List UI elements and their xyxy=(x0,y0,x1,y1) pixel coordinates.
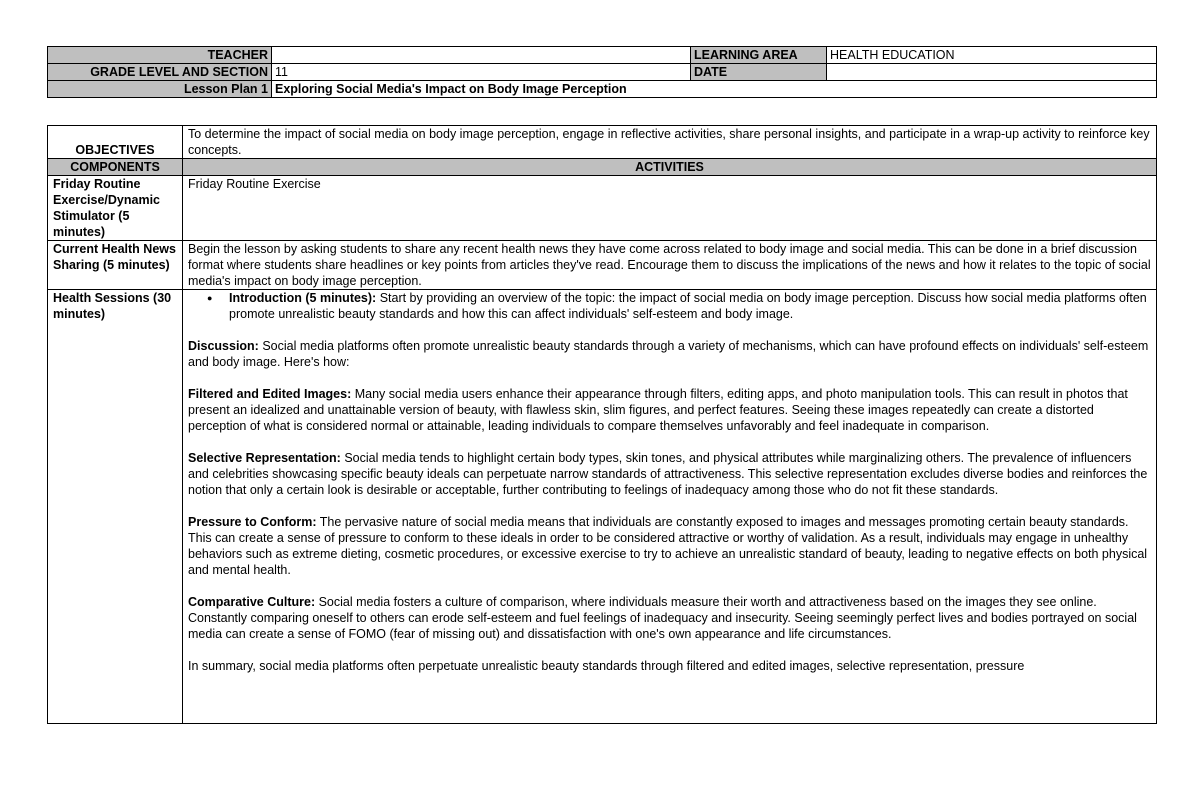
component-cell: Friday Routine Exercise/Dynamic Stimulator (5 minutes) xyxy=(48,176,183,241)
pressure-text: The pervasive nature of social media means that individuals are constantly exposed to images and messages promoting certain beauty standards. This can create a sense of pressure to conform to these ideals in order to be considered attractive or worthy of validation. As a result, individuals may engage in unhealthy behaviors such as extreme dieting, cosmetic procedures, or excessive exercise to try to achieve an unrealistic standard of beauty, leading to negative effects on both physical and mental health. xyxy=(188,515,1148,577)
filtered-label: Filtered and Edited Images: xyxy=(188,387,352,401)
learning-area-value: HEALTH EDUCATION xyxy=(827,47,1157,64)
pressure-label: Pressure to Conform: xyxy=(188,515,317,529)
selective-paragraph xyxy=(188,450,1151,498)
grade-value: 11 xyxy=(272,64,691,81)
comparative-text: Social media fosters a culture of comparison, where individuals measure their worth and attractiveness based on the images they see online. Constantly comparing oneself to others can erode self-esteem and fuel feelings of inadequacy and insecurity. Seeing seemingly perfect lives and bodies portrayed on social media can create a sense of FOMO (fear of missing out) and dissatisfaction with one's own appearance and life circumstances. xyxy=(188,595,1137,641)
lesson-header-table xyxy=(47,46,1157,98)
activity-cell: Begin the lesson by asking students to share any recent health news they have come across related to body image and social media. This can be done in a brief discussion format where students share headlines or key points from articles they've read. Encourage them to discuss the implications of the news and how it relates to the topic of social media's impact on body image perception. xyxy=(183,241,1157,290)
pressure-paragraph xyxy=(188,514,1151,578)
table-row xyxy=(48,241,1157,290)
filtered-paragraph xyxy=(188,386,1151,434)
lesson-title: Exploring Social Media's Impact on Body Image Perception xyxy=(272,81,1157,98)
teacher-value xyxy=(272,47,691,64)
intro-text: Start by providing an overview of the topic: the impact of social media on body image perception. Discuss how social media platforms often promote unrealistic beauty standards and how this can affect individuals' self-esteem and body image. xyxy=(229,291,1147,321)
components-header: COMPONENTS xyxy=(48,159,183,176)
selective-text: Social media tends to highlight certain body types, skin tones, and physical attributes while marginalizing others. The prevalence of influencers and celebrities showcasing specific beauty ideals can perpetuate narrow standards of attractiveness. This selective representation excludes diverse bodies and reinforces the notion that only a certain look is desirable or acceptable, further contributing to feelings of inadequacy among those who do not fit these standards. xyxy=(188,451,1148,497)
health-sessions-cell xyxy=(183,290,1157,724)
objectives-text: To determine the impact of social media on body image perception, engage in reflective activities, share personal insights, and participate in a wrap-up activity to reinforce key concepts. xyxy=(183,126,1157,159)
comparative-label: Comparative Culture: xyxy=(188,595,316,609)
list-item xyxy=(207,290,1151,322)
selective-label: Selective Representation: xyxy=(188,451,341,465)
discussion-text: Social media platforms often promote unrealistic beauty standards through a variety of mechanisms, which can have profound effects on individuals' self-esteem and body image. Here's how: xyxy=(188,339,1149,369)
filtered-text: Many social media users enhance their appearance through filters, editing apps, and photo manipulation tools. This can result in photos that present an idealized and unattainable version of beauty, with flawless skin, slim figures, and perfect features. Seeing these images repeatedly can create a distorted perception of what is considered normal or attainable, leading individuals to compare themselves unfavorably and feel inadequate in comparison. xyxy=(188,387,1128,433)
comparative-paragraph xyxy=(188,594,1151,642)
intro-label: Introduction (5 minutes): xyxy=(229,291,377,305)
component-cell: Current Health News Sharing (5 minutes) xyxy=(48,241,183,290)
date-label: DATE xyxy=(691,64,827,81)
component-cell: Health Sessions (30 minutes) xyxy=(48,290,183,724)
activity-cell: Friday Routine Exercise xyxy=(183,176,1157,241)
discussion-label: Discussion: xyxy=(188,339,259,353)
teacher-label: TEACHER xyxy=(48,47,272,64)
table-row xyxy=(48,290,1157,724)
lesson-body-table xyxy=(47,125,1157,724)
discussion-paragraph xyxy=(188,338,1151,370)
date-value xyxy=(827,64,1157,81)
bullet-icon: ● xyxy=(207,293,213,303)
activities-header: ACTIVITIES xyxy=(183,159,1157,176)
objectives-label: OBJECTIVES xyxy=(48,126,183,159)
lesson-label: Lesson Plan 1 xyxy=(48,81,272,98)
learning-area-label: LEARNING AREA xyxy=(691,47,827,64)
table-row xyxy=(48,176,1157,241)
summary-paragraph: In summary, social media platforms often perpetuate unrealistic beauty standards through filtered and edited images, selective representation, pressure xyxy=(188,659,1025,673)
intro-list xyxy=(188,290,1151,322)
grade-label: GRADE LEVEL AND SECTION xyxy=(48,64,272,81)
